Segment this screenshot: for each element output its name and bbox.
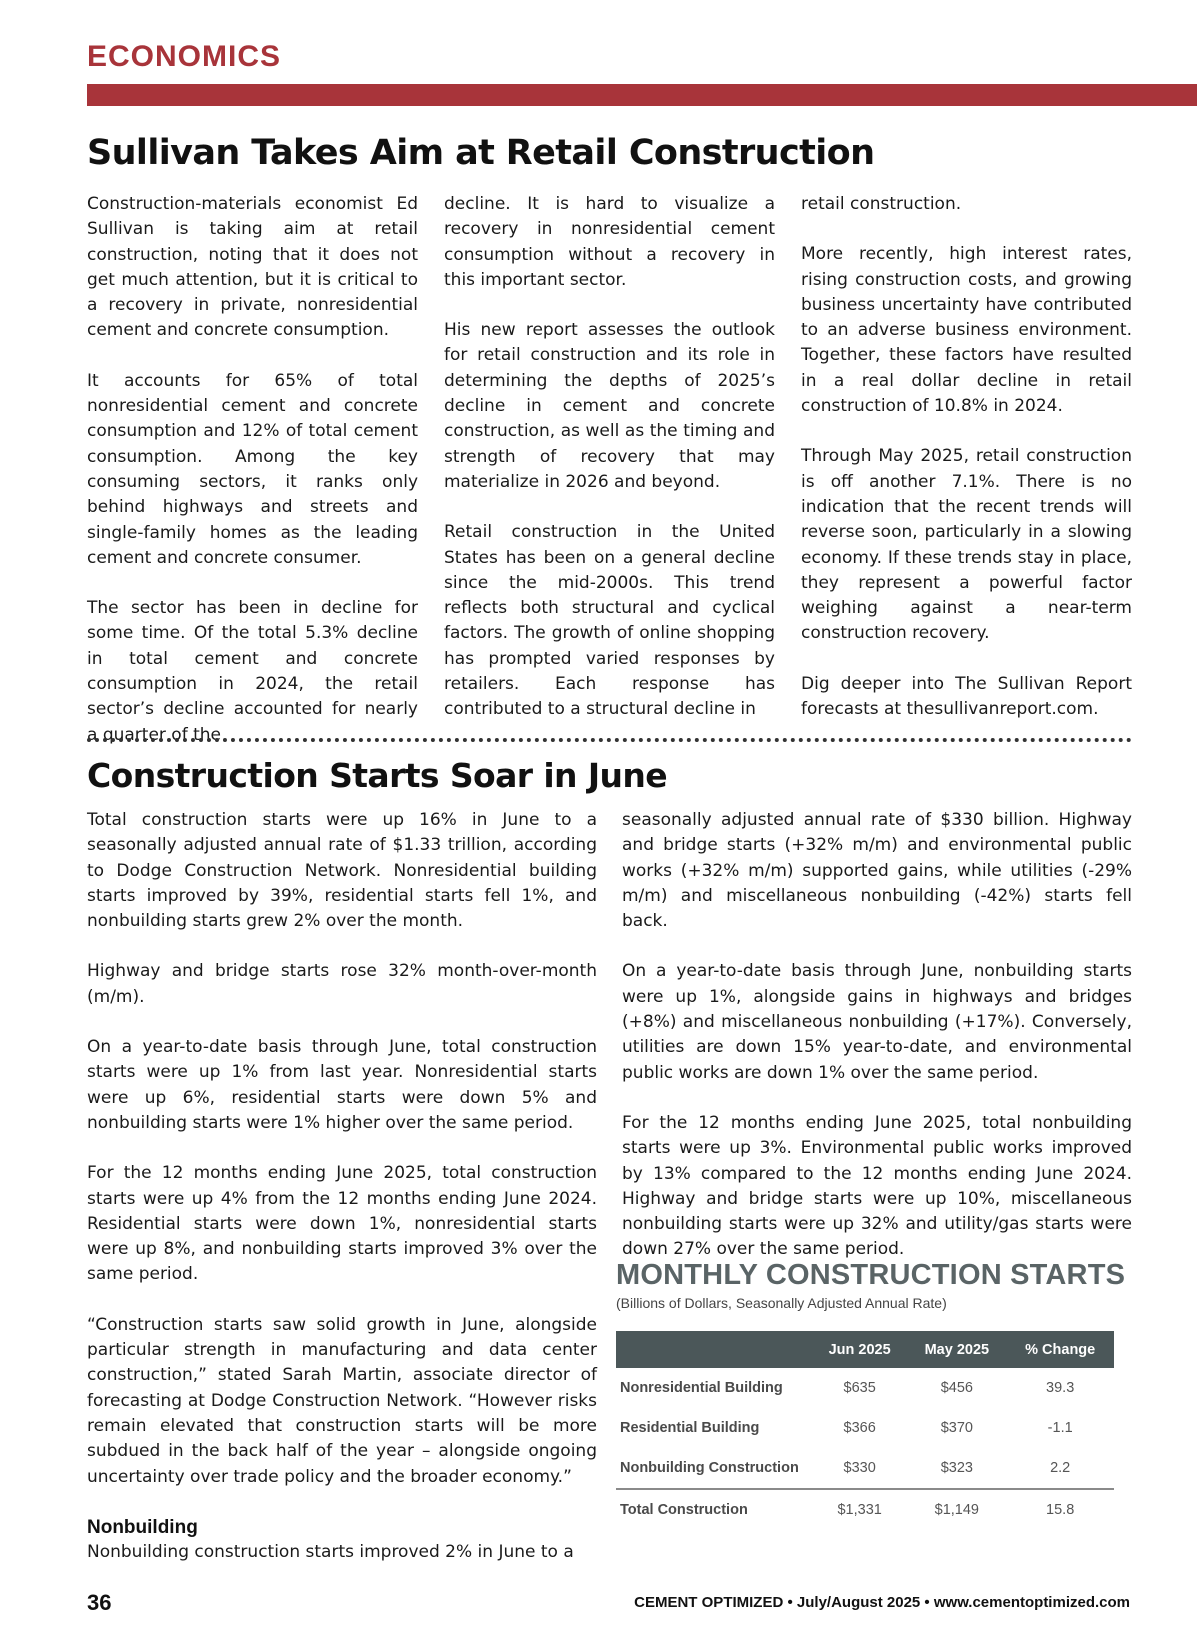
paragraph: More recently, high interest rates, rising construction costs, and growing business uncertainty have contributed to an adverse business environment. Together, these factors have resulted in a real dollar decline in retail construction of 10.8% in 2024. <box>801 244 1132 417</box>
table-row <box>616 1368 1114 1408</box>
table-cell: $323 <box>940 1460 973 1476</box>
table-header-row <box>616 1331 1114 1368</box>
paragraph: Construction-materials economist Ed Sullivan is taking aim at retail construction, noting that it does not get much attention, but it is critical to a recovery in private, nonresidential cement and concrete consumption. <box>87 194 418 341</box>
paragraph: For the 12 months ending June 2025, total construction starts were up 4% from the 12 months ending June 2024. Residential starts were down 1%, nonresidential starts were up 8%, and nonbuilding starts improved 3% over the same period. <box>87 1163 597 1285</box>
table-cell: $370 <box>940 1420 973 1436</box>
article-2-title: Construction Starts Soar in June <box>87 756 668 795</box>
table-cell: $1,331 <box>812 1489 907 1530</box>
paragraph: Dig deeper into The Sullivan Report forecasts at thesullivanreport.com. <box>801 673 1132 720</box>
paragraph: Total construction starts were up 16% in June to a seasonally adjusted annual rate of $1.33 trillion, according to Dodge Construction Network. Nonresidential building starts improved by 39%, residential starts fell 1%, and nonbuilding starts grew 2% over the month. <box>87 810 597 932</box>
paragraph: It accounts for 65% of total nonresidential cement and concrete consumption and 12% of total cement consumption. Among the key consuming sectors, it ranks only behind highways and streets and single-family homes as the leading cement and concrete consumer. <box>87 370 418 568</box>
table-header-cell: Jun 2025 <box>812 1331 907 1368</box>
table-cell: $366 <box>843 1420 876 1436</box>
article-1-column-1 <box>87 192 418 773</box>
dotted-divider <box>87 738 1132 742</box>
table-subtitle: (Billions of Dollars, Seasonally Adjusted Annual Rate) <box>616 1295 947 1311</box>
paragraph: On a year-to-date basis through June, total construction starts were up 1% from last year. Nonresidential starts were up 6%, residential starts were down 5% and nonbuilding starts were 1% higher over the same period. <box>87 1037 597 1133</box>
paragraph: Retail construction in the United States has been on a general decline since the mid-2000s. This trend reflects both structural and cyclical factors. The growth of online shopping has prompted varied responses by retailers. Each response has contributed to a structural decline in <box>444 522 775 720</box>
paragraph: “Construction starts saw solid growth in June, alongside particular strength in manufacturing and data center construction,” stated Sarah Martin, associate director of forecasting at Dodge Construction Network. “However risks remain elevated that construction starts will be more subdued in the back half of the year – alongside ongoing uncertainty over trade policy and the broader economy.” <box>87 1314 597 1487</box>
paragraph: retail construction. <box>801 194 962 214</box>
table-row <box>616 1448 1114 1489</box>
table-cell: 15.8 <box>1006 1489 1114 1530</box>
table-cell: $330 <box>843 1460 876 1476</box>
paragraph: Nonbuilding construction starts improved 2% in June to a <box>87 1541 574 1562</box>
paragraph: His new report assesses the outlook for retail construction and its role in determining the depths of 2025’s decline in cement and concrete construction, as well as the timing and strength of recovery that may materialize in 2026 and beyond. <box>444 320 775 492</box>
paragraph: decline. It is hard to visualize a recovery in nonresidential cement consumption without a recovery in this important sector. <box>444 194 775 290</box>
nonbuilding-subhead: Nonbuilding <box>87 1516 198 1538</box>
table-cell: Residential Building <box>620 1420 760 1436</box>
monthly-starts-table-figure <box>616 1258 1126 1530</box>
table-cell: -1.1 <box>1047 1420 1073 1436</box>
table-total-row <box>616 1489 1114 1530</box>
paragraph: seasonally adjusted annual rate of $330 billion. Highway and bridge starts (+32% m/m) and environmental public works (+32% m/m) supported gains, while utilities (-29% m/m) and miscellaneous nonbuilding (-42%) starts fell back. <box>622 810 1132 932</box>
table-cell: $456 <box>940 1380 973 1396</box>
page-number: 36 <box>87 1590 112 1615</box>
paragraph: On a year-to-date basis through June, nonbuilding starts were up 1%, alongside gains in highways and bridges (+8%) and miscellaneous nonbuilding (+17%). Conversely, utilities are down 15% year-to-date, and environmental public works are down 1% over the same period. <box>622 961 1132 1083</box>
monthly-starts-table <box>616 1331 1114 1530</box>
article-1-column-2 <box>444 192 775 773</box>
table-cell: Nonbuilding Construction <box>620 1460 799 1476</box>
article-1-column-3 <box>801 192 1132 773</box>
table-cell: $1,149 <box>907 1489 1006 1530</box>
table-cell: $635 <box>843 1380 876 1396</box>
table-row <box>616 1408 1114 1448</box>
publication-footer: CEMENT OPTIMIZED • July/August 2025 • www.cementoptimized.com <box>634 1594 1130 1611</box>
table-header-cell: May 2025 <box>907 1331 1006 1368</box>
table-cell: 39.3 <box>1046 1380 1075 1396</box>
article-2-column-1 <box>87 808 597 1565</box>
table-title: MONTHLY CONSTRUCTION STARTS <box>616 1259 1126 1291</box>
paragraph: Highway and bridge starts rose 32% month-over-month (m/m). <box>87 961 597 1007</box>
paragraph: The sector has been in decline for some time. Of the total 5.3% decline in total cement and concrete consumption in 2024, the retail sector’s decline accounted for nearly a quarter of the <box>87 598 418 745</box>
paragraph: Through May 2025, retail construction is off another 7.1%. There is no indication that the recent trends will reverse soon, particularly in a slowing economy. If these trends stay in place, they represent a powerful factor weighing against a near-term construction recovery. <box>801 446 1132 644</box>
paragraph: For the 12 months ending June 2025, total nonbuilding starts were up 3%. Environmental public works improved by 13% compared to the 12 months ending June 2024. Highway and bridge starts were up 10%, miscellaneous nonbuilding starts were up 32% and utility/gas starts were down 27% over the same period. <box>622 1112 1132 1260</box>
section-divider-bar <box>87 84 1197 106</box>
table-cell: Total Construction <box>616 1489 812 1530</box>
section-label: ECONOMICS <box>87 40 282 73</box>
article-1-body <box>87 192 1132 773</box>
table-cell: Nonresidential Building <box>620 1380 783 1396</box>
table-cell: 2.2 <box>1050 1460 1071 1476</box>
table-header-cell <box>616 1331 812 1368</box>
article-1-title: Sullivan Takes Aim at Retail Construction <box>87 133 875 173</box>
table-header-cell: % Change <box>1006 1331 1114 1368</box>
